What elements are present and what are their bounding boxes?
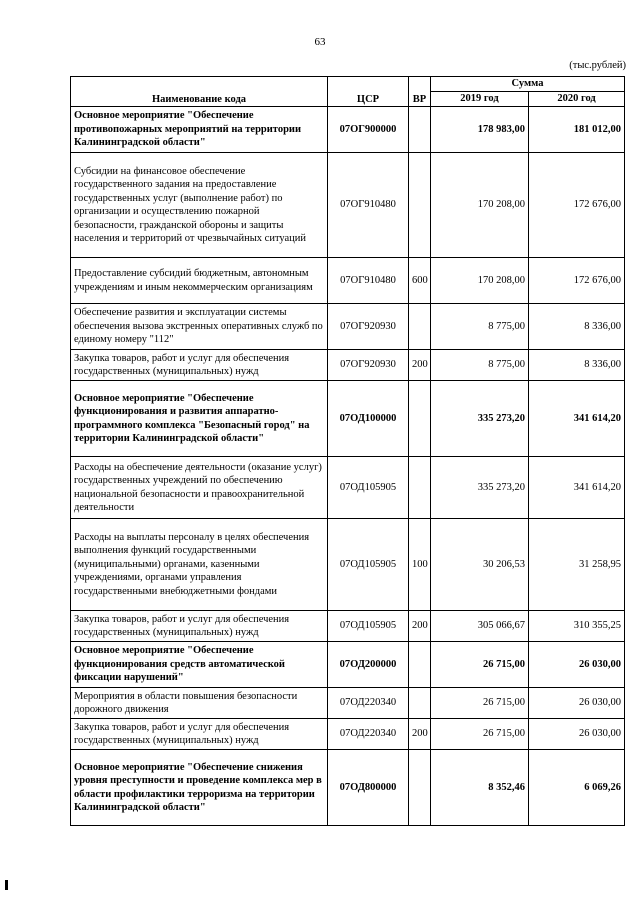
row-vr-cell: 200 (409, 719, 431, 750)
table-row (71, 642, 625, 688)
row-2019-cell: 26 715,00 (431, 719, 529, 750)
budget-table (70, 76, 625, 826)
row-name-cell: Основное мероприятие "Обеспечение функционирования и развития аппаратно-программного комплекса "Безопасный город" на территории Калининградской области" (71, 381, 328, 457)
header-2020: 2020 год (529, 92, 625, 107)
table-row (71, 719, 625, 750)
row-csr-cell: 07ОГ920930 (328, 304, 409, 350)
row-2020-cell: 341 614,20 (529, 381, 625, 457)
row-2019-cell: 26 715,00 (431, 642, 529, 688)
row-vr-cell (409, 688, 431, 719)
units-label: (тыс.рублей) (569, 60, 626, 71)
row-vr-cell: 600 (409, 258, 431, 304)
row-name-cell: Закупка товаров, работ и услуг для обеспечения государственных (муниципальных) нужд (71, 350, 328, 381)
row-vr-cell (409, 153, 431, 258)
row-csr-cell: 07ОД220340 (328, 688, 409, 719)
row-2020-cell: 26 030,00 (529, 642, 625, 688)
row-2019-cell: 30 206,53 (431, 519, 529, 611)
row-vr-cell: 200 (409, 611, 431, 642)
row-name-cell: Закупка товаров, работ и услуг для обеспечения государственных (муниципальных) нужд (71, 611, 328, 642)
row-2019-cell: 8 775,00 (431, 350, 529, 381)
row-vr-cell (409, 107, 431, 153)
row-2019-cell: 170 208,00 (431, 258, 529, 304)
table-row (71, 107, 625, 153)
row-vr-cell: 100 (409, 519, 431, 611)
row-2019-cell: 8 352,46 (431, 750, 529, 826)
row-csr-cell: 07ОД200000 (328, 642, 409, 688)
row-2019-cell: 8 775,00 (431, 304, 529, 350)
row-2019-cell: 178 983,00 (431, 107, 529, 153)
row-2020-cell: 26 030,00 (529, 688, 625, 719)
row-csr-cell: 07ОД100000 (328, 381, 409, 457)
row-2020-cell: 310 355,25 (529, 611, 625, 642)
row-name-cell: Закупка товаров, работ и услуг для обеспечения государственных (муниципальных) нужд (71, 719, 328, 750)
row-2020-cell: 8 336,00 (529, 304, 625, 350)
row-csr-cell: 07ОГ920930 (328, 350, 409, 381)
row-name-cell: Предоставление субсидий бюджетным, автономным учреждениям и иным некоммерческим организациям (71, 258, 328, 304)
page-number: 63 (314, 36, 326, 48)
row-2019-cell: 170 208,00 (431, 153, 529, 258)
row-csr-cell: 07ОД220340 (328, 719, 409, 750)
row-csr-cell: 07ОД800000 (328, 750, 409, 826)
row-csr-cell: 07ОГ900000 (328, 107, 409, 153)
row-name-cell: Субсидии на финансовое обеспечение государственного задания на предоставление государственных услуг (выполнение работ) по организации и осуществлению пожарной безопасности, гражданской обороны и защиты населения и территорий от чрезвычайных ситуаций (71, 153, 328, 258)
table-row (71, 381, 625, 457)
row-2020-cell: 31 258,95 (529, 519, 625, 611)
table-row (71, 519, 625, 611)
row-vr-cell (409, 381, 431, 457)
table-row (71, 258, 625, 304)
row-2019-cell: 305 066,67 (431, 611, 529, 642)
table-row (71, 153, 625, 258)
row-2020-cell: 6 069,26 (529, 750, 625, 826)
header-sum: Сумма (431, 77, 625, 92)
header-name: Наименование кода (71, 77, 328, 107)
row-csr-cell: 07ОГ910480 (328, 153, 409, 258)
header-csr: ЦСР (328, 77, 409, 107)
row-2020-cell: 181 012,00 (529, 107, 625, 153)
table-row (71, 457, 625, 519)
row-2020-cell: 8 336,00 (529, 350, 625, 381)
table-row (71, 688, 625, 719)
row-2019-cell: 26 715,00 (431, 688, 529, 719)
table-row (71, 611, 625, 642)
row-vr-cell (409, 750, 431, 826)
row-2020-cell: 172 676,00 (529, 153, 625, 258)
header-2019: 2019 год (431, 92, 529, 107)
header-vr: ВР (409, 77, 431, 107)
row-csr-cell: 07ОД105905 (328, 519, 409, 611)
row-2020-cell: 172 676,00 (529, 258, 625, 304)
row-name-cell: Основное мероприятие "Обеспечение снижения уровня преступности и проведение комплекса мер в области профилактики терроризма на территории Калининградской области" (71, 750, 328, 826)
row-csr-cell: 07ОД105905 (328, 457, 409, 519)
row-2020-cell: 26 030,00 (529, 719, 625, 750)
row-csr-cell: 07ОД105905 (328, 611, 409, 642)
row-vr-cell (409, 457, 431, 519)
row-vr-cell (409, 304, 431, 350)
table-row (71, 350, 625, 381)
table-body (71, 107, 625, 826)
row-name-cell: Расходы на обеспечение деятельности (оказание услуг) государственных учреждений по обеспечению национальной безопасности и правоохранительной деятельности (71, 457, 328, 519)
row-name-cell: Расходы на выплаты персоналу в целях обеспечения выполнения функций государственными (муниципальными) органами, казенными учреждениями, органами управления государственными внебюджетными фондами (71, 519, 328, 611)
row-name-cell: Обеспечение развития и эксплуатации системы обеспечения вызова экстренных оперативных служб по единому номеру "112" (71, 304, 328, 350)
row-name-cell: Мероприятия в области повышения безопасности дорожного движения (71, 688, 328, 719)
row-vr-cell (409, 642, 431, 688)
row-name-cell: Основное мероприятие "Обеспечение функционирования средств автоматической фиксации нарушений" (71, 642, 328, 688)
row-2019-cell: 335 273,20 (431, 457, 529, 519)
table-row (71, 750, 625, 826)
margin-mark (5, 880, 8, 890)
row-vr-cell: 200 (409, 350, 431, 381)
row-2020-cell: 341 614,20 (529, 457, 625, 519)
row-csr-cell: 07ОГ910480 (328, 258, 409, 304)
row-name-cell: Основное мероприятие "Обеспечение противопожарных мероприятий на территории Калининградской области" (71, 107, 328, 153)
table-row (71, 304, 625, 350)
row-2019-cell: 335 273,20 (431, 381, 529, 457)
